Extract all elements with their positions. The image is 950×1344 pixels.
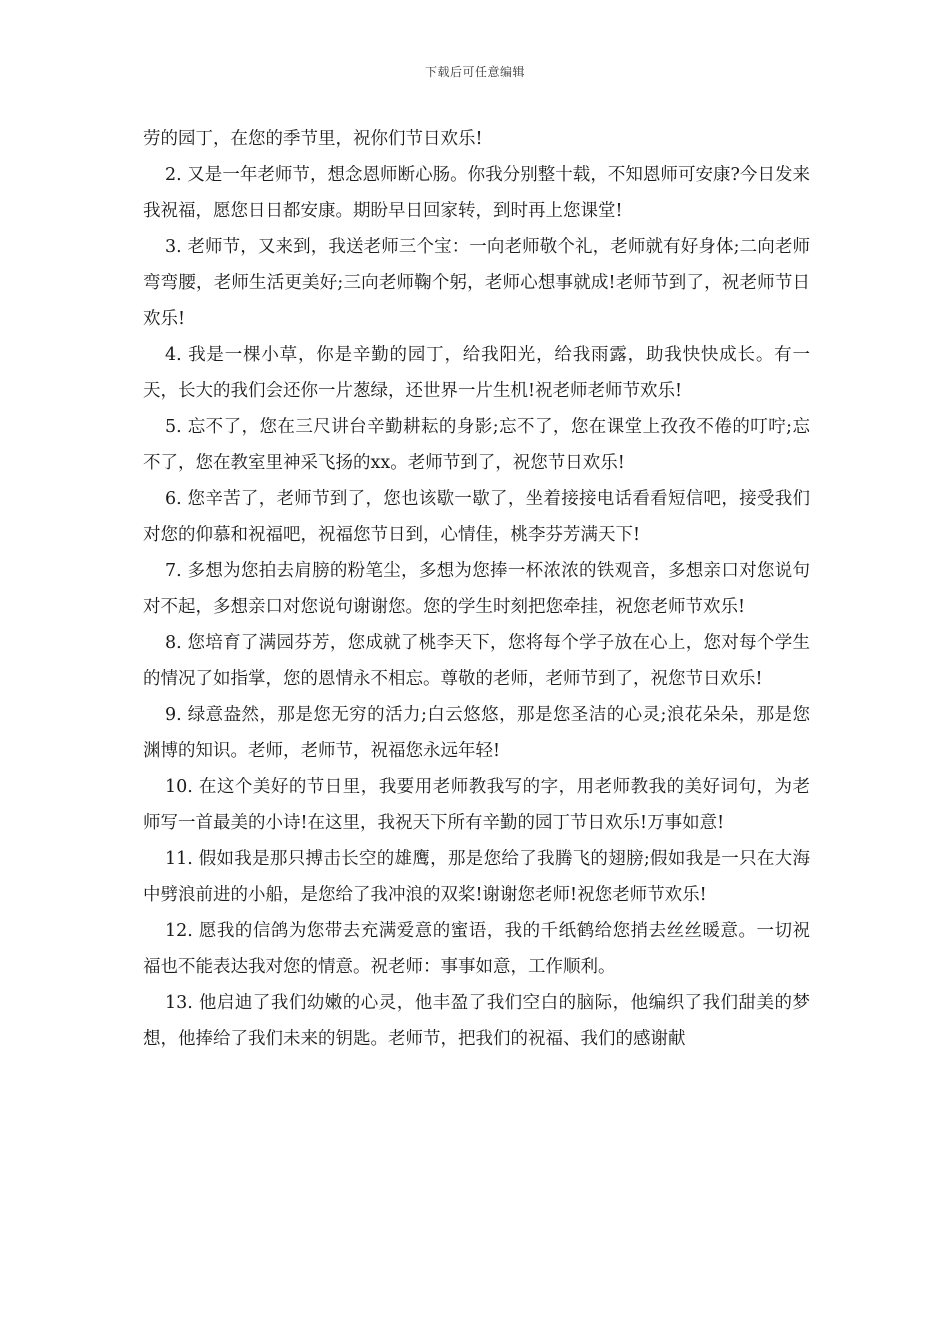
paragraph-item-9: 9. 绿意盎然，那是您无穷的活力;白云悠悠，那是您圣洁的心灵;浪花朵朵，那是您渊博的知识。老师，老师节，祝福您永远年轻!	[143, 705, 810, 761]
paragraph-item-12: 12. 愿我的信鸽为您带去充满爱意的蜜语，我的千纸鹤给您捎去丝丝暖意。一切祝福也不能表达我对您的情意。祝老师：事事如意，工作顺利。	[143, 921, 810, 977]
paragraph-item-11: 11. 假如我是那只搏击长空的雄鹰，那是您给了我腾飞的翅膀;假如我是一只在大海中劈浪前进的小船，是您给了我冲浪的双桨!谢谢您老师!祝您老师节欢乐!	[143, 849, 810, 905]
paragraph-item-3: 3. 老师节，又来到，我送老师三个宝：一向老师敬个礼，老师就有好身体;二向老师弯弯腰，老师生活更美好;三向老师鞠个躬，老师心想事就成!老师节到了，祝老师节日欢乐!	[143, 237, 810, 329]
paragraph-item-7: 7. 多想为您拍去肩膀的粉笔尘，多想为您捧一杯浓浓的铁观音，多想亲口对您说句对不起，多想亲口对您说句谢谢您。您的学生时刻把您牵挂，祝您老师节欢乐!	[143, 561, 810, 617]
paragraph-continued: 劳的园丁，在您的季节里，祝你们节日欢乐!	[143, 129, 483, 149]
paragraph-item-5: 5. 忘不了，您在三尺讲台辛勤耕耘的身影;忘不了，您在课堂上孜孜不倦的叮咛;忘不了，您在教室里神采飞扬的xx。老师节到了，祝您节日欢乐!	[143, 417, 810, 473]
paragraph-item-2: 2. 又是一年老师节，想念恩师断心肠。你我分别整十载，不知恩师可安康?今日发来我祝福，愿您日日都安康。期盼早日回家转，到时再上您课堂!	[143, 165, 810, 221]
paragraph-item-4: 4. 我是一棵小草，你是辛勤的园丁，给我阳光，给我雨露，助我快快成长。有一天，长大的我们会还你一片葱绿，还世界一片生机!祝老师老师节欢乐!	[143, 345, 810, 401]
paragraph-item-13: 13. 他启迪了我们幼嫩的心灵，他丰盈了我们空白的脑际，他编织了我们甜美的梦想，他捧给了我们未来的钥匙。老师节，把我们的祝福、我们的感谢献	[143, 993, 810, 1049]
paragraph-item-10: 10. 在这个美好的节日里，我要用老师教我写的字，用老师教我的美好词句，为老师写一首最美的小诗!在这里，我祝天下所有辛勤的园丁节日欢乐!万事如意!	[143, 777, 810, 833]
paragraph-item-8: 8. 您培育了满园芬芳，您成就了桃李天下，您将每个学子放在心上，您对每个学生的情况了如指掌，您的恩情永不相忘。尊敬的老师，老师节到了，祝您节日欢乐!	[143, 633, 810, 689]
document-body	[143, 121, 810, 1057]
header-note: 下载后可任意编辑	[424, 65, 525, 79]
paragraph-item-6: 6. 您辛苦了，老师节到了，您也该歇一歇了，坐着接接电话看看短信吧，接受我们对您的仰慕和祝福吧，祝福您节日到，心情佳，桃李芬芳满天下!	[143, 489, 810, 545]
